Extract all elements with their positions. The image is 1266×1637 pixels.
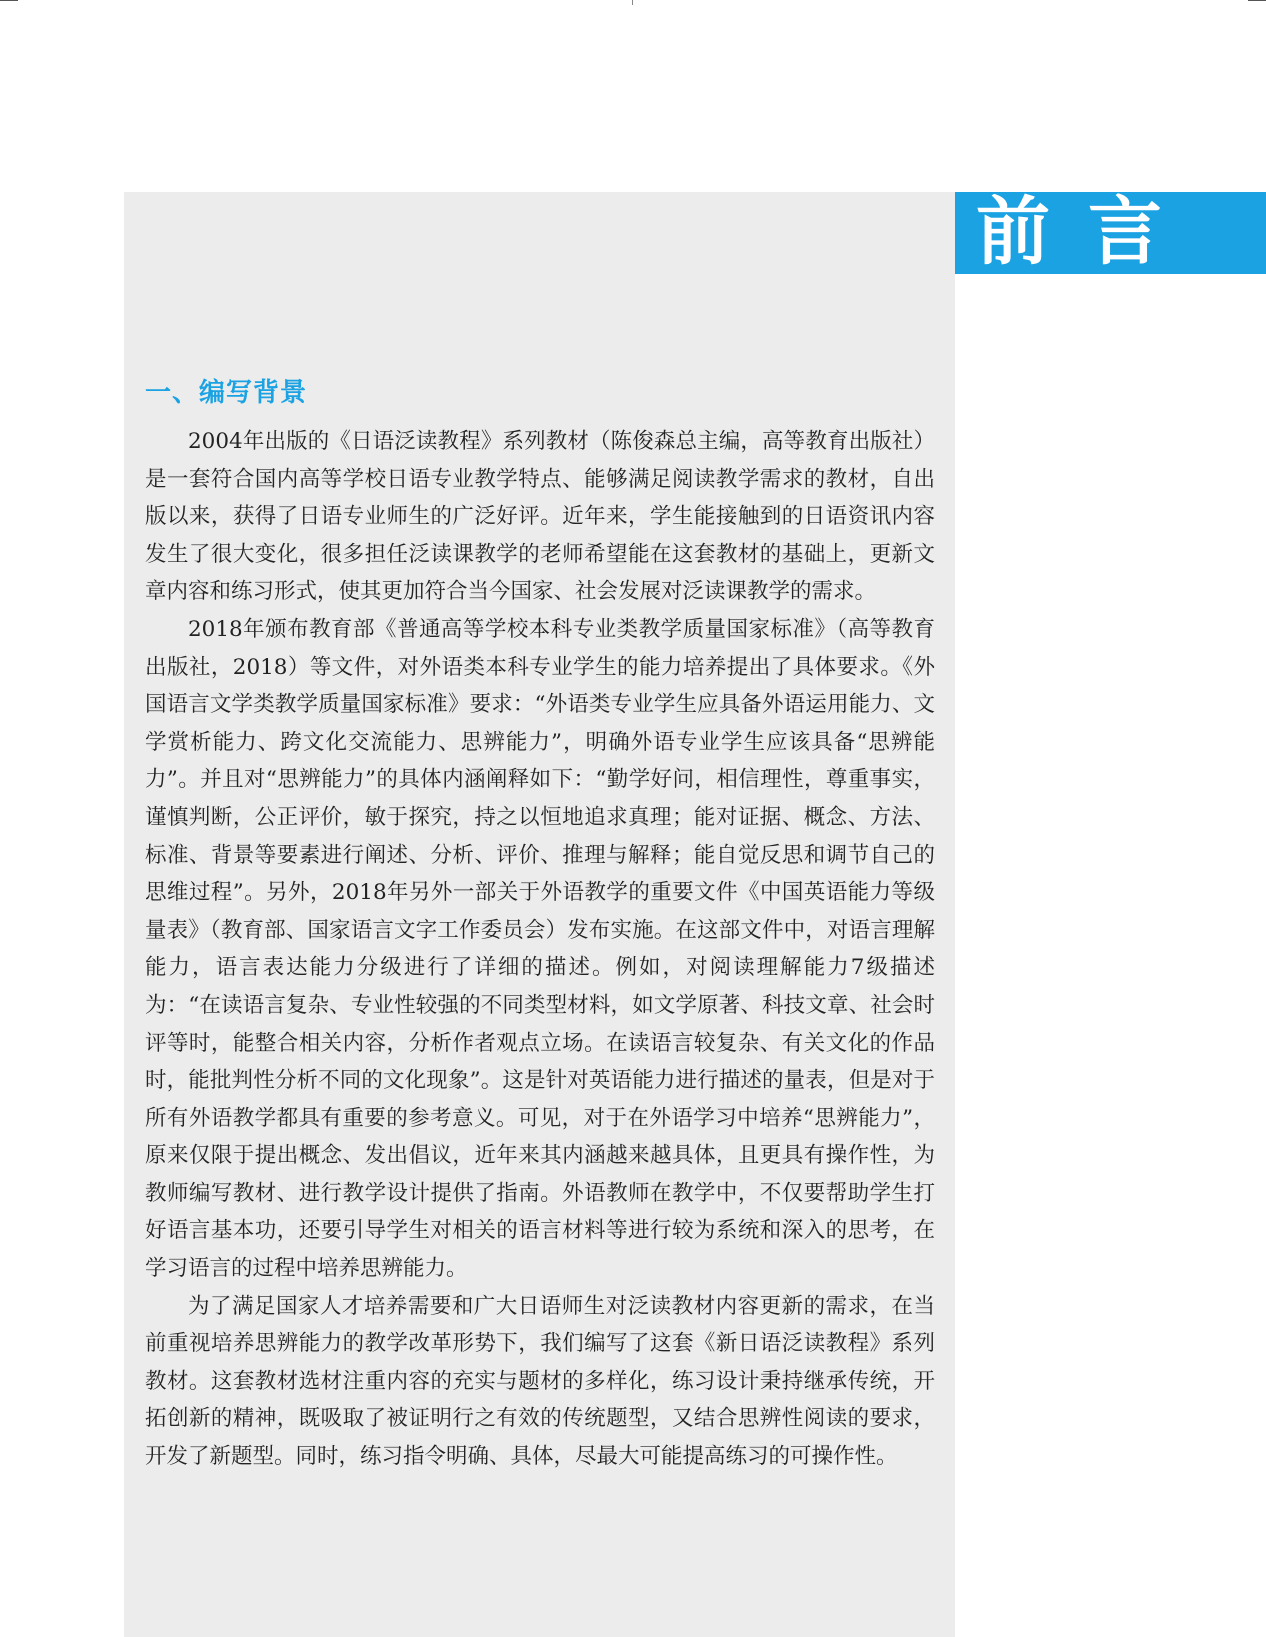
- paragraph-2: 2018年颁布教育部《普通高等学校本科专业类教学质量国家标准》（高等教育出版社，2018）等文件，对外语类本科专业学生的能力培养提出了具体要求。《外国语言文学类教学质量国家标准》要求：“外语类专业学生应具备外语运用能力、文学赏析能力、跨文化交流能力、思辨能力”，明确外语专业学生应该具备“思辨能力”。并且对“思辨能力”的具体内涵阐释如下：“勤学好问，相信理性，尊重事实，谨慎判断，公正评价，敏于探究，持之以恒地追求真理；能对证据、概念、方法、标准、背景等要素进行阐述、分析、评价、推理与解释；能自觉反思和调节自己的思维过程”。另外，2018年另外一部关于外语教学的重要文件《中国英语能力等级量表》（教育部、国家语言文字工作委员会）发布实施。在这部文件中，对语言理解能力，语言表达能力分级进行了详细的描述。例如，对阅读理解能力7级描述为：“在读语言复杂、专业性较强的不同类型材料，如文学原著、科技文章、社会时评等时，能整合相关内容，分析作者观点立场。在读语言较复杂、有关文化的作品时，能批判性分析不同的文化现象”。这是针对英语能力进行描述的量表，但是对于所有外语教学都具有重要的参考意义。可见，对于在外语学习中培养“思辨能力”，原来仅限于提出概念、发出倡议，近年来其内涵越来越具体，且更具有操作性，为教师编写教材、进行教学设计提供了指南。外语教师在教学中，不仅要帮助学生打好语言基本功，还要引导学生对相关的语言材料等进行较为系统和深入的思考，在学习语言的过程中培养思辨能力。: [145, 616, 935, 1282]
- crop-mark-center: [632, 0, 633, 5]
- crop-mark-left: [0, 0, 18, 1]
- crop-mark-right: [1248, 0, 1266, 1]
- section-heading: 一、编写背景: [145, 378, 308, 408]
- page-title: 前言: [976, 189, 1200, 275]
- body-text: [145, 423, 935, 1476]
- paragraph-3: 为了满足国家人才培养需要和广大日语师生对泛读教材内容更新的需求，在当前重视培养思辨能力的教学改革形势下，我们编写了这套《新日语泛读教程》系列教材。这套教材选材注重内容的充实与题材的多样化，练习设计秉持继承传统，开拓创新的精神，既吸取了被证明行之有效的传统题型，又结合思辨性阅读的要求，开发了新题型。同时，练习指令明确、具体，尽最大可能提高练习的可操作性。: [145, 1293, 935, 1470]
- paragraph-1: 2004年出版的《日语泛读教程》系列教材（陈俊森总主编，高等教育出版社）是一套符合国内高等学校日语专业教学特点、能够满足阅读教学需求的教材，自出版以来，获得了日语专业师生的广泛好评。近年来，学生能接触到的日语资讯内容发生了很大变化，很多担任泛读课教学的老师希望能在这套教材的基础上，更新文章内容和练习形式，使其更加符合当今国家、社会发展对泛读课教学的需求。: [145, 429, 935, 605]
